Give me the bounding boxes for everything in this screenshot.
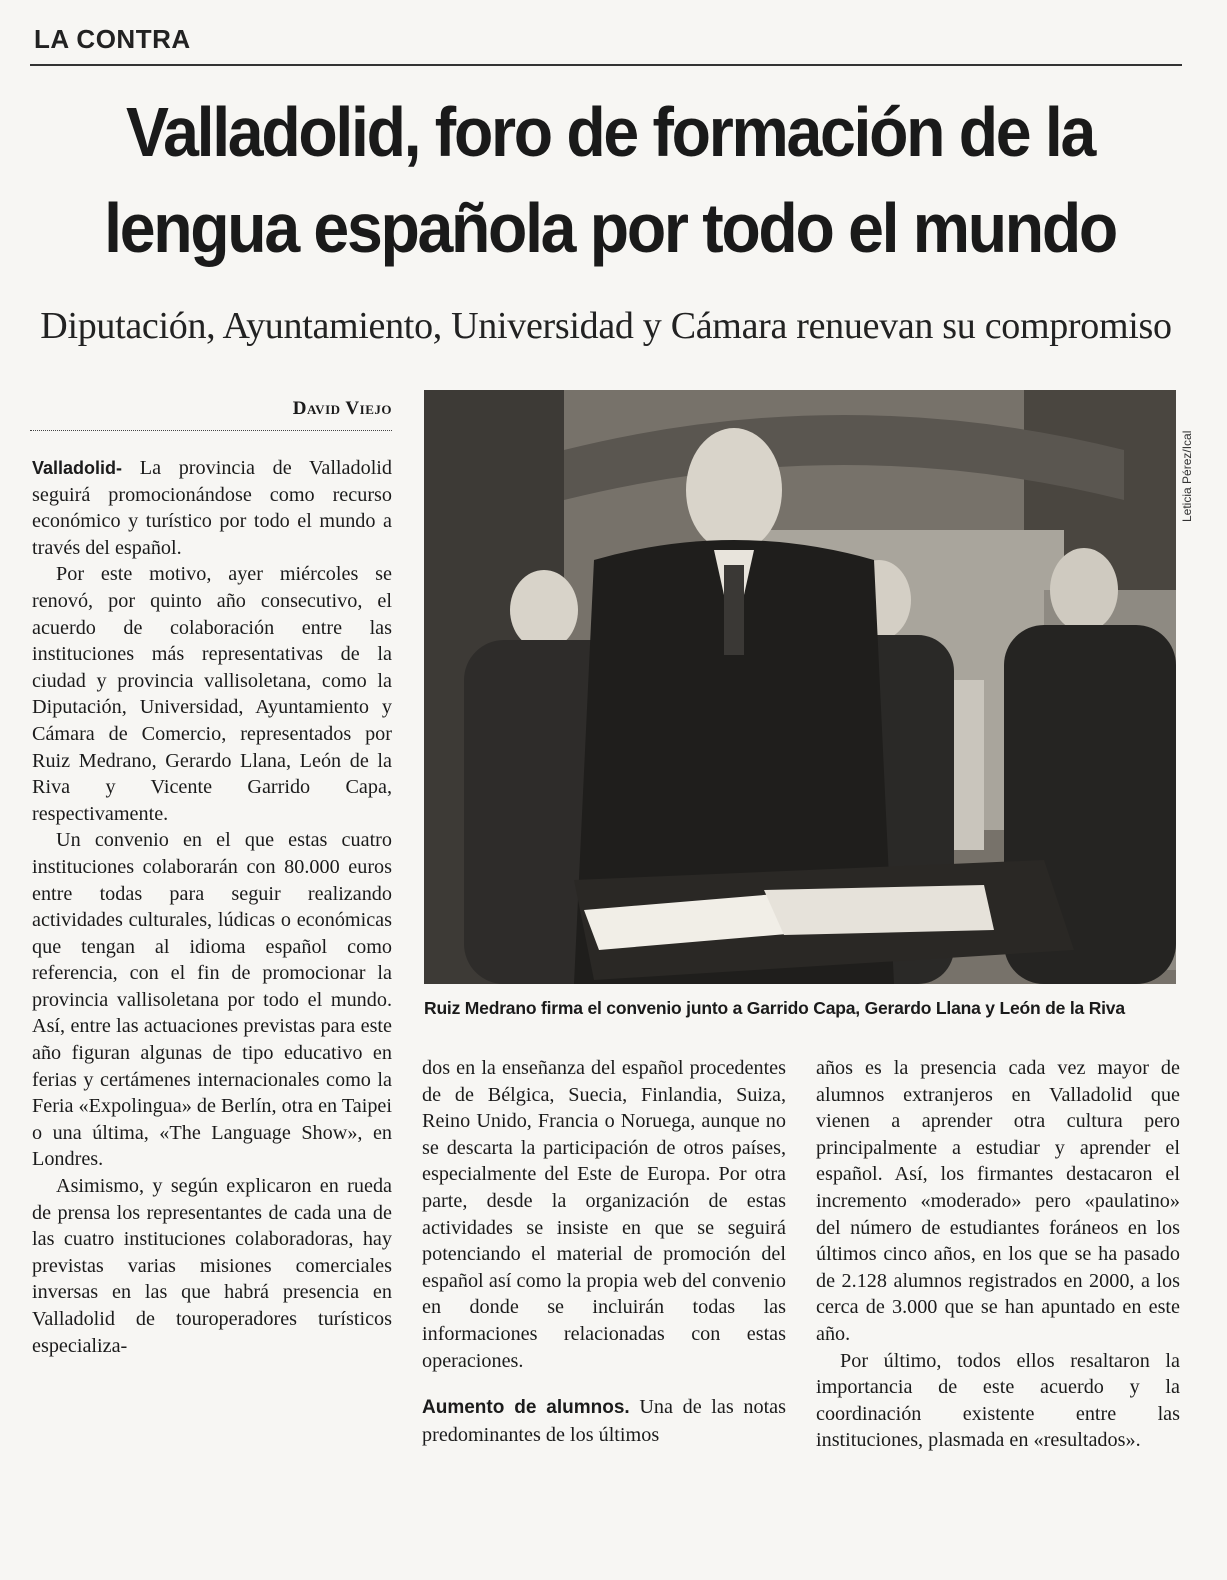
paragraph-text: Una de las notas predominantes de los últimos — [422, 1396, 786, 1446]
paragraph: años es la presencia cada vez mayor de alumnos extranjeros en Valladolid que vienen a aprender otra cultura pero principalmente a estudiar y aprender el español. Así, los firmantes destacaron el incremento «moderado» pero «paulatino» del número de estudiantes foráneos en los últimos cinco años, en los que se ha pasado de 2.128 alumnos registrados en 2000, a los cerca de 3.000 que se han apuntado en este año. — [816, 1057, 1180, 1345]
photo-credit: Leticia Pérez/Ical — [1180, 430, 1194, 522]
article-column-3 — [816, 1055, 1180, 1535]
inline-subhead-paragraph — [422, 1394, 786, 1448]
section-label: LA CONTRA — [34, 24, 191, 54]
section-divider — [30, 64, 1182, 66]
paragraph: Por este motivo, ayer miércoles se renovó, por quinto año consecutivo, el acuerdo de colaboración entre las instituciones más representativas de la ciudad y provincia vallisoletana, como la Diputación, Universidad, Ayuntamiento y Cámara de Comercio, representados por Ruiz Medrano, Gerardo Llana, León de la Riva y Vicente Garrido Capa, respectivamente. — [32, 563, 392, 825]
dateline: Valladolid- — [32, 458, 123, 478]
paragraph: Un convenio en el que estas cuatro instituciones colaborarán con 80.000 euros entre todas para seguir realizando actividades culturales, lúdicas o económicas que tengan al idioma español como referencia, con el fin de promocionar la provincia vallisoletana por todo el mundo. Así, entre las actuaciones previstas para este año figuran algunas de tipo educativo en ferias y certámenes internacionales como la Feria «Expolingua» de Berlín, otra en Taipei o una última, «The Language Show», en Londres. — [32, 829, 392, 1171]
byline-divider — [30, 430, 392, 431]
paragraph: Asimismo, y según explicaron en rueda de prensa los representantes de cada una de las cuatro instituciones colaboradoras, hay previstas varias misiones comerciales inversas en las que habrá presencia en Valladolid de touroperadores turísticos especializa- — [32, 1175, 392, 1357]
article-column-2 — [422, 1055, 786, 1535]
headline: Valladolid, foro de formación de la lengua española por todo el mundo — [104, 93, 1116, 267]
subheadline: Diputación, Ayuntamiento, Universidad y Cámara renuevan su compromiso — [40, 305, 1172, 347]
paragraph-text: La provincia de Valladolid seguirá promocionándose como recurso económico y turístico por todo el mundo a través del español. — [32, 457, 392, 559]
inline-subhead: Aumento de alumnos. — [422, 1397, 630, 1419]
article-photo — [424, 390, 1176, 984]
photo-caption: Ruiz Medrano firma el convenio junto a Garrido Capa, Gerardo Llana y León de la Riva — [424, 998, 1125, 1018]
photo-illustration — [424, 390, 1176, 984]
byline: David Viejo — [292, 398, 392, 419]
article-column-1 — [32, 455, 392, 1535]
lead-paragraph — [32, 455, 392, 561]
paragraph: Por último, todos ellos resaltaron la importancia de este acuerdo y la coordinación existente entre las instituciones, plasmada en «resultados». — [816, 1349, 1180, 1452]
paragraph: dos en la enseñanza del español procedentes de de Bélgica, Suecia, Finlandia, Suiza, Reino Unido, Francia o Noruega, aunque no se descarta la participación de otros países, especialmente del Este de Europa. Por otra parte, desde la organización de estas actividades se insiste en que se seguirá potenciando el material de promoción del español así como la propia web del convenio en donde se incluirán todas las informaciones relacionadas con estas operaciones. — [422, 1057, 786, 1372]
